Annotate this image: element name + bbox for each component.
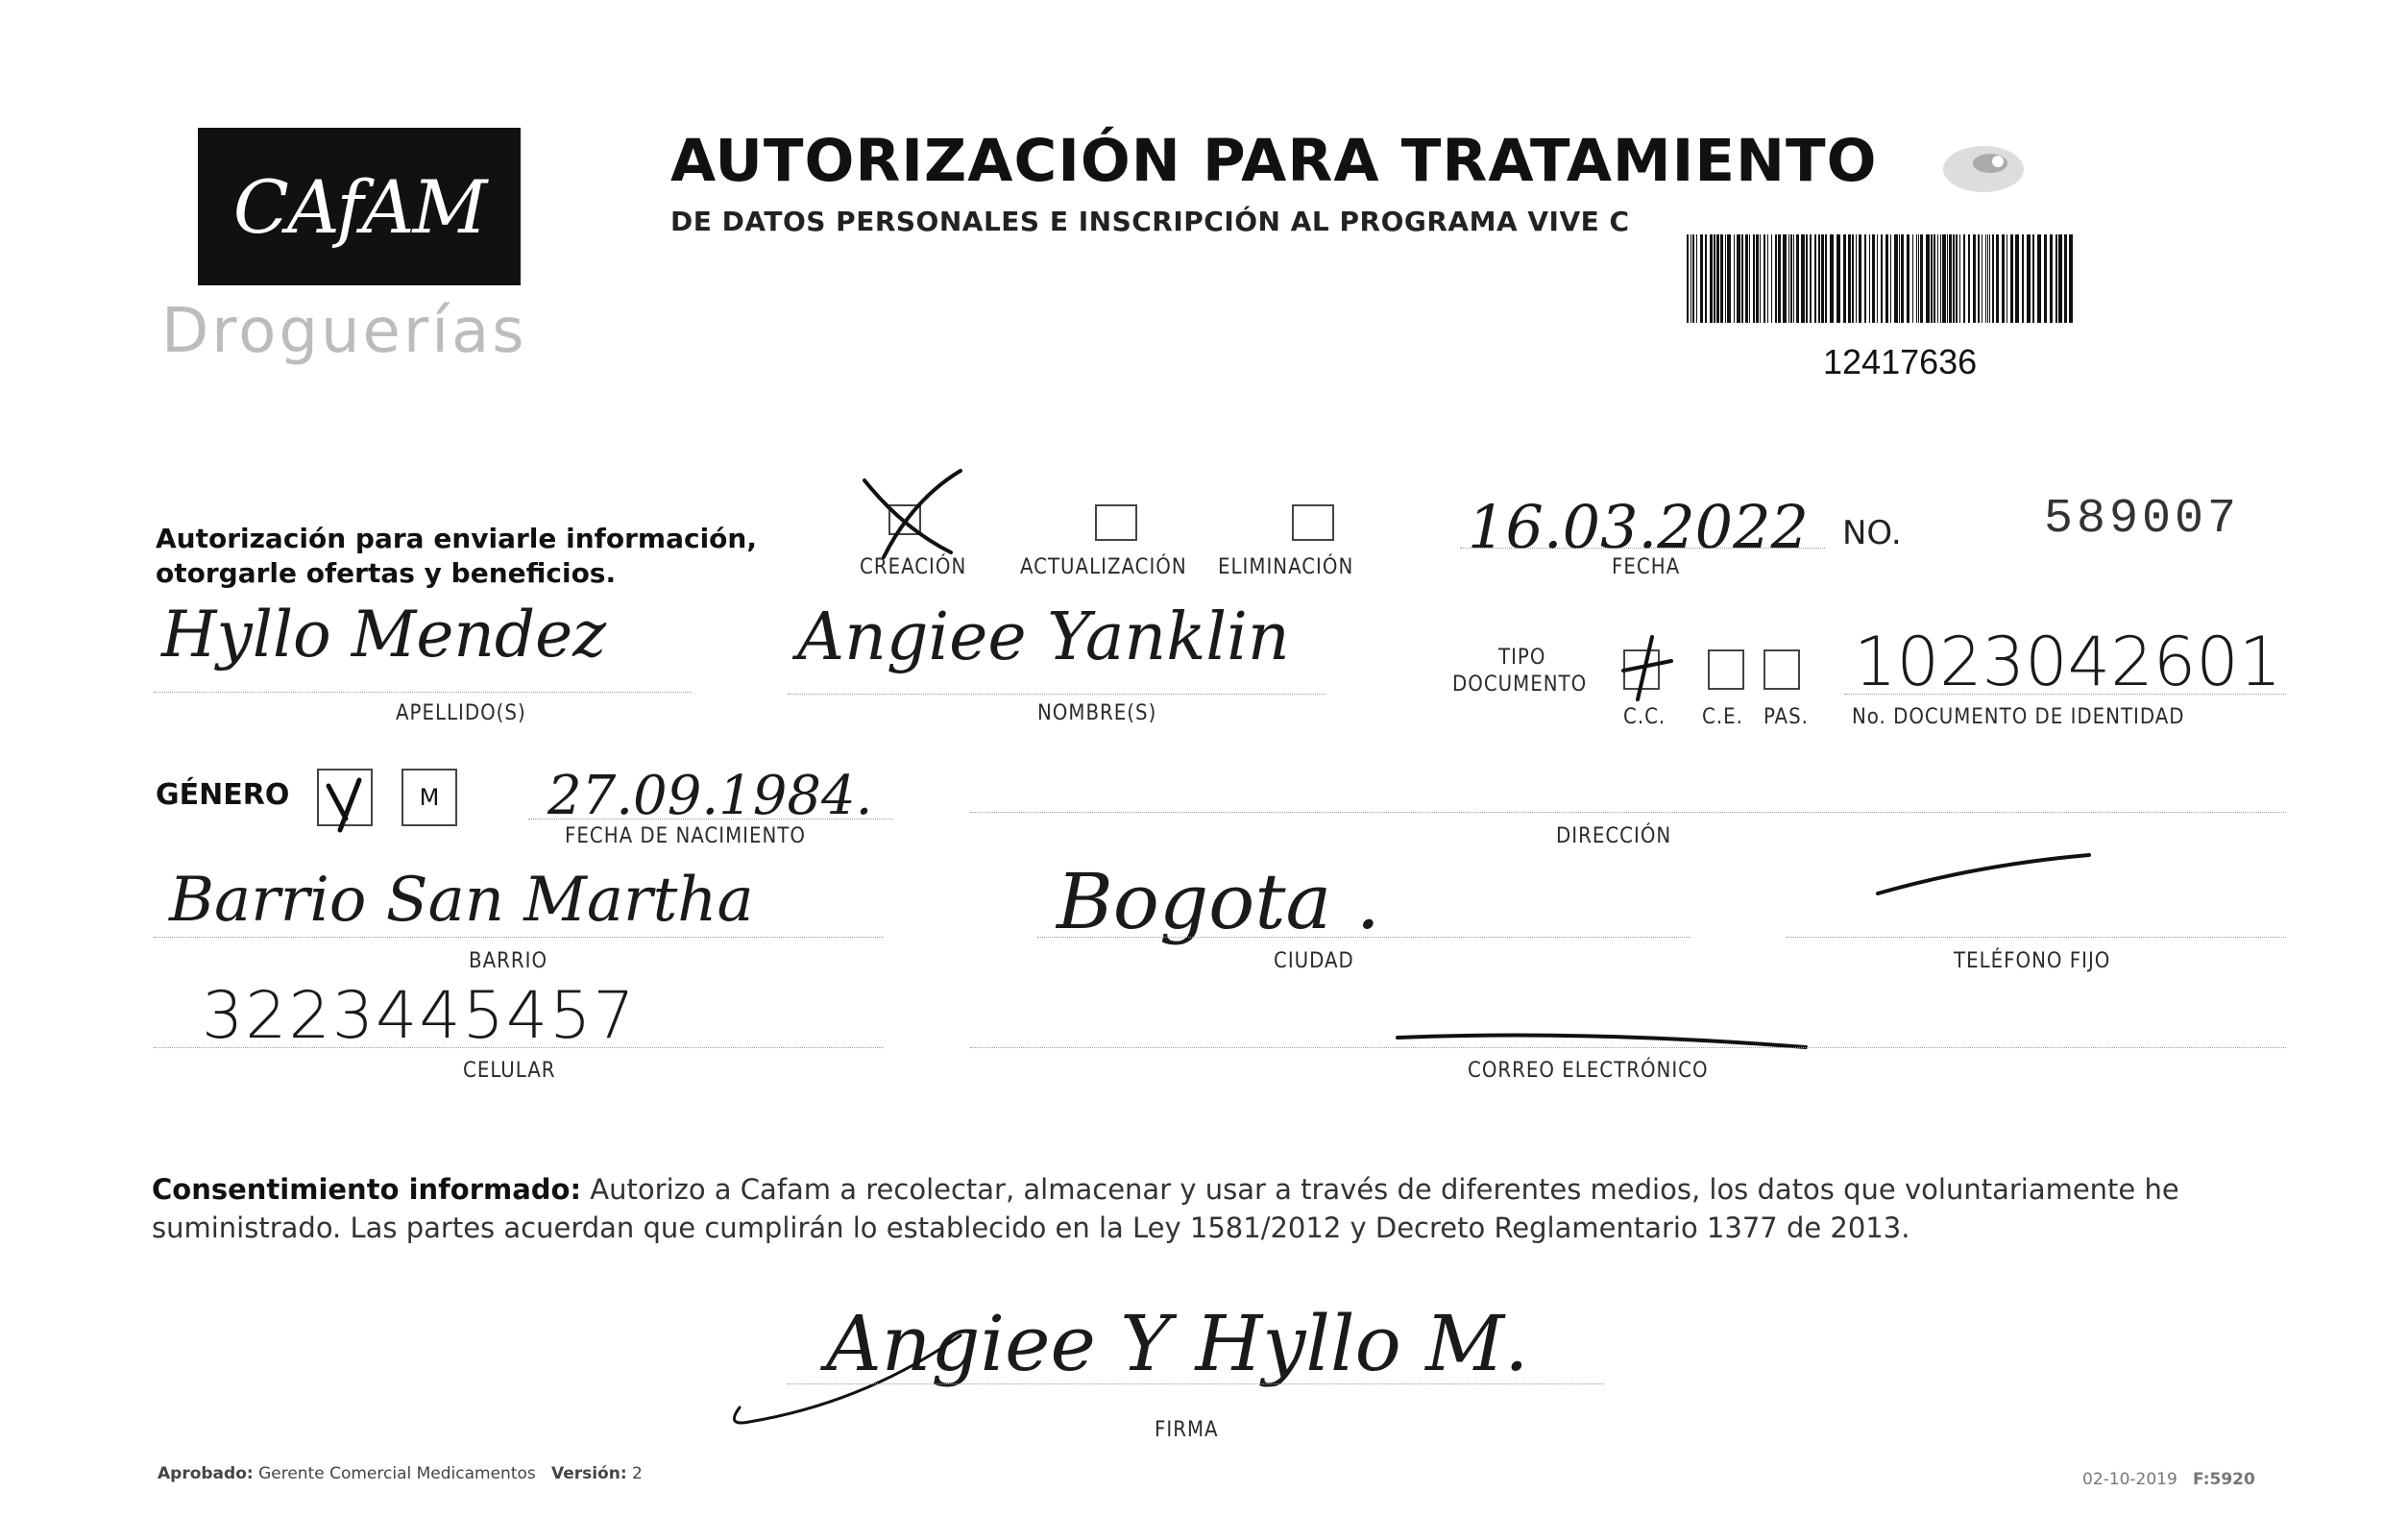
fecha-nacimiento-value: 27.09.1984. [547, 765, 873, 827]
doc-type-cc: C.C. [1623, 705, 1666, 729]
form-title: AUTORIZACIÓN PARA TRATAMIENTO [670, 127, 1878, 195]
aprobado-value: Gerente Comercial Medicamentos [258, 1464, 536, 1483]
logo-text: CAfAM [232, 163, 486, 250]
apellidos-label: APELLIDO(S) [396, 701, 526, 725]
celular-label: CELULAR [463, 1059, 556, 1083]
form-subtitle: DE DATOS PERSONALES E INSCRIPCIÓN AL PROGRAMA VIVE C [670, 206, 1630, 237]
apellidos-value: Hyllo Mendez [161, 598, 606, 672]
stamp-mark [1931, 135, 2036, 202]
option-actualizacion-label: ACTUALIZACIÓN [1020, 555, 1187, 579]
pas-checkbox[interactable] [1763, 649, 1800, 690]
nombres-label: NOMBRE(S) [1037, 701, 1157, 725]
ciudad-label: CIUDAD [1274, 949, 1354, 973]
authorization-heading: Autorización para enviarle información, otorgarle ofertas y beneficios. [156, 523, 757, 589]
fecha-nacimiento-label: FECHA DE NACIMIENTO [565, 824, 806, 848]
doc-type-ce: C.E. [1702, 705, 1743, 729]
doc-number-value: 1023042601 [1854, 623, 2282, 701]
doc-type-pas: PAS. [1763, 705, 1809, 729]
barcode [1687, 234, 2075, 323]
number-label: NO. [1842, 514, 1902, 552]
footer-form-code: F:5920 [2193, 1470, 2255, 1489]
consent-paragraph [152, 1170, 2282, 1247]
tipo-label-1: TIPO [1498, 646, 1546, 670]
telefono-dash-stroke [1873, 845, 2104, 903]
telefono-label: TELÉFONO FIJO [1954, 949, 2111, 973]
firma-label: FIRMA [1155, 1418, 1219, 1442]
genero-m-label: M [419, 784, 440, 811]
barrio-label: BARRIO [469, 949, 548, 973]
cafam-logo [198, 128, 521, 285]
celular-value: 3223445457 [202, 978, 637, 1054]
ciudad-value: Bogota . [1057, 857, 1381, 946]
cc-check-mark [1614, 632, 1681, 703]
actualizacion-checkbox[interactable] [1095, 504, 1137, 541]
barcode-number: 12417636 [1823, 342, 1978, 381]
footer-date-code: 02-10-2019 [2082, 1470, 2177, 1489]
option-eliminacion-label: ELIMINACIÓN [1218, 555, 1354, 579]
signature-value: Angiee Y Hyllo M. [826, 1299, 1529, 1388]
consent-text: Autorizo a Cafam a recolectar, almacenar y usar a través de diferentes medios, los datos que voluntariamente he suministrado. Las partes acuerdan que cumplirán lo establecido en la Ley 1581/2012 y Decreto Reglamentario 1377 de 2013. [152, 1173, 2179, 1244]
genero-f-check-mark [317, 769, 371, 836]
correo-dash-stroke [1393, 1026, 1815, 1055]
version-label: Versión: [550, 1464, 627, 1483]
doc-number-label: No. DOCUMENTO DE IDENTIDAD [1852, 705, 2185, 729]
droguerias-wordmark: Droguerías [161, 296, 527, 367]
nombres-value: Angiee Yanklin [797, 599, 1290, 675]
option-creacion-label: CREACIÓN [860, 555, 967, 579]
direccion-label: DIRECCIÓN [1556, 824, 1672, 848]
form-number: 589007 [2044, 492, 2241, 547]
genero-m-checkbox[interactable] [401, 769, 457, 826]
fecha-label: FECHA [1612, 555, 1681, 579]
consent-heading: Consentimiento informado: [152, 1173, 582, 1206]
ce-checkbox[interactable] [1708, 649, 1744, 690]
correo-label: CORREO ELECTRÓNICO [1468, 1059, 1709, 1083]
creacion-check-mark [845, 461, 989, 567]
genero-label: GÉNERO [156, 778, 290, 812]
tipo-label-2: DOCUMENTO [1452, 673, 1588, 697]
fecha-value: 16.03.2022 [1468, 492, 1809, 562]
eliminacion-checkbox[interactable] [1292, 504, 1334, 541]
footer-approval [158, 1464, 643, 1483]
barrio-value: Barrio San Martha [169, 865, 754, 936]
footer-codes [2082, 1470, 2255, 1489]
aprobado-label: Aprobado: [158, 1464, 254, 1483]
version-value: 2 [632, 1464, 643, 1483]
